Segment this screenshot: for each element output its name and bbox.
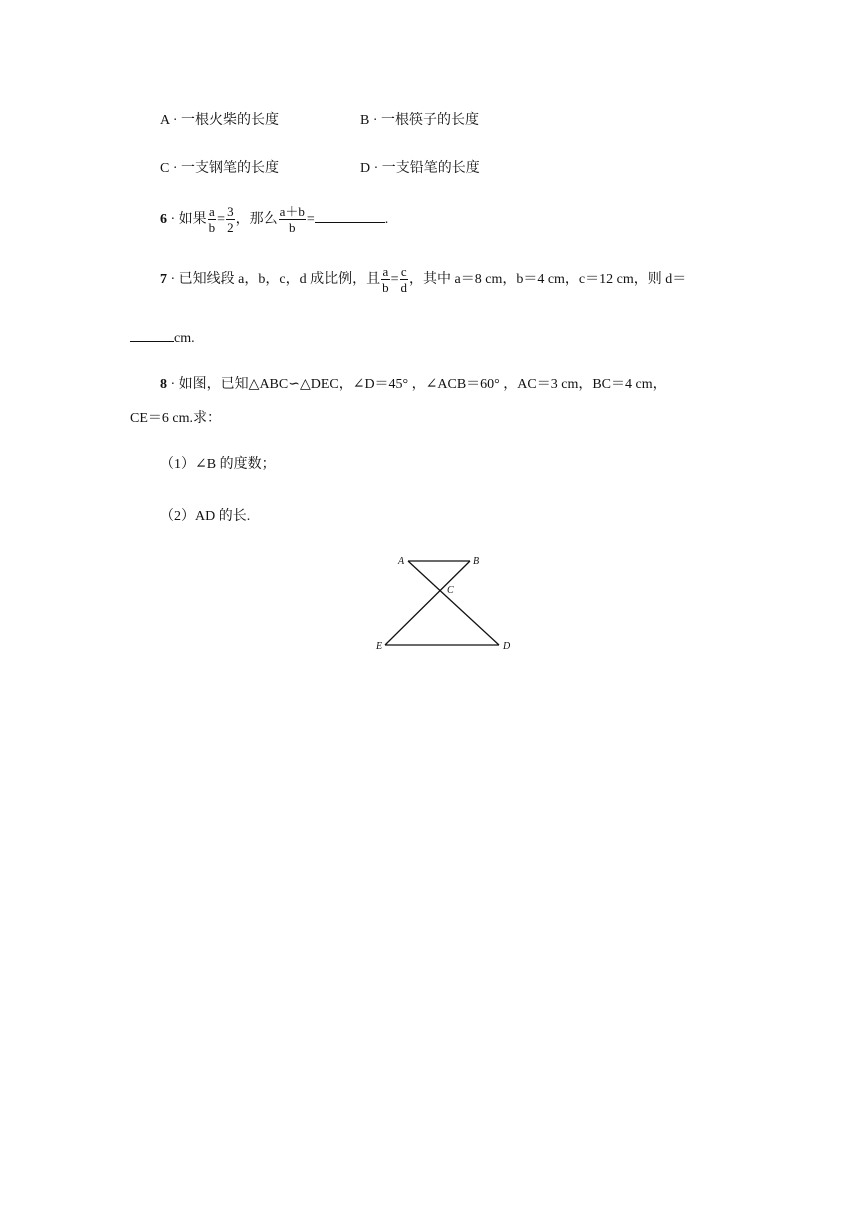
fraction	[226, 204, 235, 235]
numerator: 3	[227, 204, 234, 220]
question-8	[160, 375, 667, 395]
question-7	[160, 263, 686, 297]
answer-blank	[315, 208, 385, 223]
question-6	[160, 203, 388, 237]
question-text: 如图，已知△ABC∽△DEC，∠D＝45° ，∠ACB＝60° ，AC＝3 cm，BC＝4 cm，	[178, 377, 667, 392]
equals-sign: =	[390, 272, 399, 287]
option-c: C · 一支钢笔的长度	[160, 161, 279, 176]
separator: ·	[167, 212, 179, 227]
numerator: a	[382, 264, 389, 280]
denominator: b	[288, 220, 296, 236]
option-a: A · 一根火柴的长度	[160, 113, 279, 128]
numerator: c	[400, 264, 407, 280]
option-d: D · 一支铅笔的长度	[360, 161, 480, 176]
fraction	[279, 204, 306, 235]
question-number: 7	[160, 272, 167, 287]
period: .	[384, 212, 389, 227]
numerator: a＋b	[279, 204, 305, 220]
equals-sign: =	[217, 212, 226, 227]
denominator: b	[382, 280, 389, 296]
question-text: ，其中 a＝8 cm，b＝4 cm，c＝12 cm，则 d＝	[409, 272, 687, 287]
triangle-figure	[370, 548, 520, 658]
question-text: ，那么	[235, 212, 278, 227]
denominator: b	[208, 220, 216, 236]
unit-text: cm.	[174, 331, 195, 346]
label-a: A	[398, 556, 405, 567]
answer-blank	[130, 327, 174, 342]
label-d: D	[503, 641, 511, 652]
numerator: a	[209, 204, 215, 220]
separator: ·	[167, 272, 179, 287]
question-7-continued	[130, 327, 195, 349]
label-b: B	[473, 556, 480, 567]
fraction	[208, 204, 217, 235]
equals-sign: =	[306, 212, 315, 227]
question-number: 8	[160, 377, 167, 392]
question-8-line-2: CE＝6 cm.求：	[130, 411, 221, 426]
question-text: 已知线段 a，b，c，d 成比例，且	[178, 272, 381, 287]
separator: ·	[167, 377, 179, 392]
sub-question-2: （2）AD 的长.	[160, 509, 251, 524]
option-b: B · 一根筷子的长度	[360, 113, 479, 128]
label-c: C	[447, 585, 454, 596]
fraction	[381, 264, 390, 295]
question-text: 如果	[178, 212, 207, 227]
denominator: d	[400, 280, 408, 296]
segment-ad	[408, 561, 499, 645]
segment-be	[385, 561, 470, 645]
fraction	[400, 264, 409, 295]
label-e: E	[376, 641, 383, 652]
sub-question-1: （1）∠B 的度数；	[160, 457, 276, 472]
question-number: 6	[160, 212, 167, 227]
denominator: 2	[227, 220, 234, 236]
